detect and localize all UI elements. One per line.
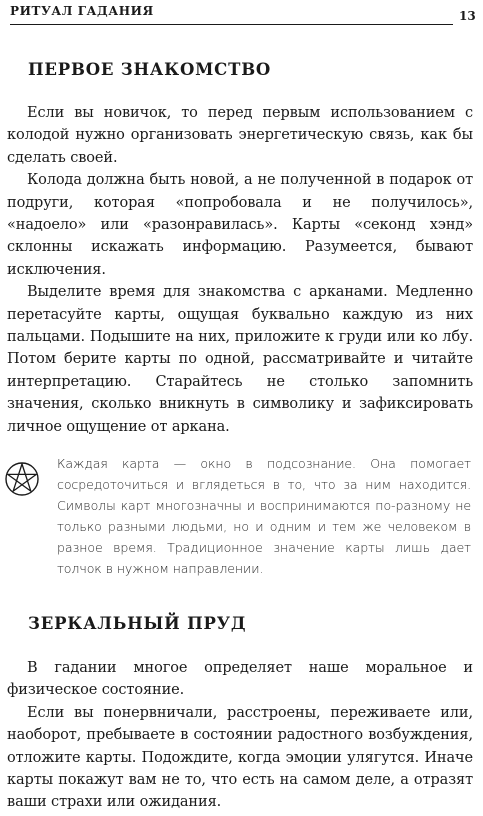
pentacle-icon <box>4 461 40 497</box>
section-heading-first-acquaintance: ПЕРВОЕ ЗНАКОМСТВО <box>28 60 272 79</box>
section-body-first-acquaintance <box>7 102 473 438</box>
page-header <box>10 4 453 25</box>
page-number: 13 <box>459 9 476 23</box>
section-body-mirror-pond <box>7 657 473 814</box>
paragraph: Если вы новичок, то перед первым использованием с колодой нужно организовать энергетическую связь, как бы сделать своей. <box>7 105 473 166</box>
note-text: Каждая карта — окно в подсознание. Она помогает сосредоточиться и вглядеться в то, что за ним находится. Символы карт многозначны и воспринимаются по-разному не только разными людьми, но и одним и тем же человеком в разное время. Традиционное значение карты лишь дает толчок в нужном направлении. <box>57 456 471 576</box>
paragraph: Выделите время для знакомства с арканами. Медленно перетасуйте карты, ощущая буквально каждую из них пальцами. Подышите на них, приложите к груди или ко лбу. Потом берите карты по одной, рассматривайте и читайте интерпретацию. Старайтесь не столько запомнить значения, сколько вникнуть в символику и зафиксировать личное ощущение от аркана. <box>7 284 473 435</box>
side-note <box>0 453 483 576</box>
running-head: РИТУАЛ ГАДАНИЯ <box>10 4 154 18</box>
paragraph: В гадании многое определяет наше моральное и физическое состояние. <box>7 660 473 699</box>
section-heading-mirror-pond: ЗЕРКАЛЬНЫЙ ПРУД <box>28 614 247 633</box>
paragraph: Колода должна быть новой, а не полученной в подарок от подруги, которая «попробовала и не получилось», «надоело» или «разонравилась». Карты «секонд хэнд» склонны искажать информацию. Разумеется, бывают исключения. <box>7 172 473 278</box>
paragraph: Если вы понервничали, расстроены, переживаете или, наоборот, пребываете в состоянии радостного возбуждения, отложите карты. Подождите, когда эмоции улягутся. Иначе карты покажут вам не то, что есть на самом деле, а отразят ваши страхи или ожидания. <box>7 704 473 811</box>
